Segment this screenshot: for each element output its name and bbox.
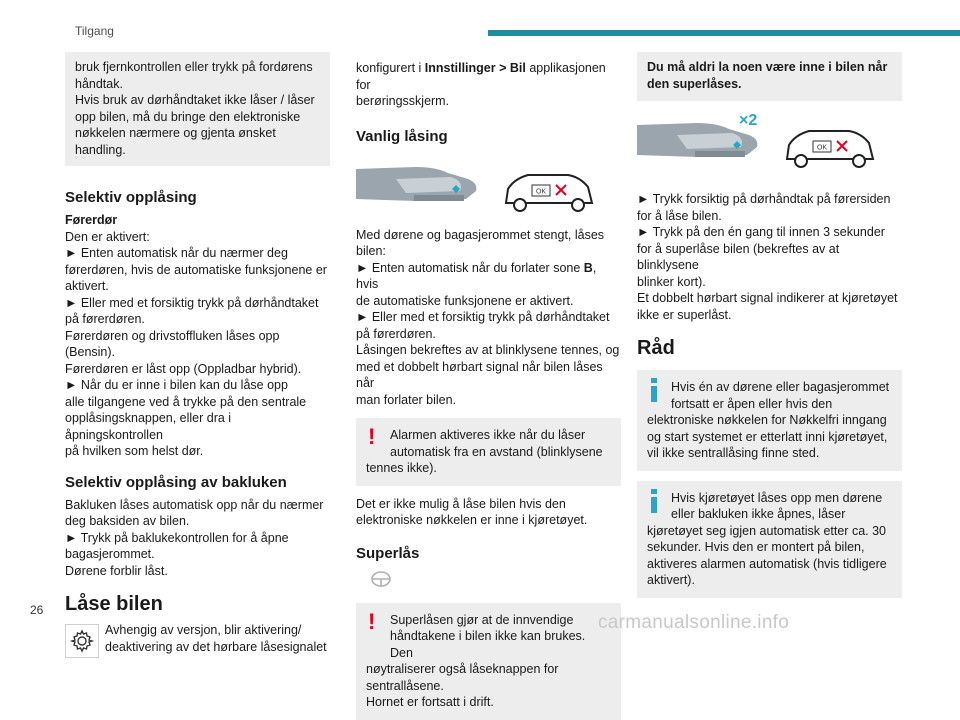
ok-label: OK [816,144,828,152]
text-line: ► Trykk på den én gang til innen 3 sekunder [637,225,885,239]
caution-line: den superlåses. [647,76,742,91]
alarm-warning-box [356,418,621,486]
text-line: med et dobbelt hørbart signal når bilen låses når [356,359,603,390]
text: ► Enten automatisk når du forlater sone [356,260,584,275]
info-line: eller bakluken ikke åpnes, låser [671,507,846,521]
text-line: Et dobbelt hørbart signal indikerer at kjøretøyet [637,291,898,305]
press-twice-label: ×2 [739,112,758,129]
text-line: førerdøren, hvis de automatiske funksjonene er [65,262,327,277]
text-line: Dørene forblir låst. [65,563,168,578]
text: , hvis [356,260,597,291]
info-line: Hvis kjøretøyet låses opp men dørene [671,490,883,505]
text-line: elektroniske nøkkelen er inne i kjøretøyet. [356,513,588,527]
info-line: kjøretøyet seg igjen automatisk etter ca. 30 [647,523,886,538]
heading-normal-lock: Vanlig låsing [356,127,448,145]
text-line: Den er aktivert: [65,229,150,244]
illustration-lock [356,159,621,217]
box-line: bruk fjernkontrollen eller trykk på fordørens [75,60,313,74]
column-1 [65,52,330,655]
caution-line: Du må aldri la noen være inne i bilen når [647,60,888,74]
text-line: ► Eller med et forsiktig trykk på dørhåndtaket [65,295,319,310]
zone-label: B [583,260,593,275]
text-line: Det er ikke mulig å låse bilen hvis den [356,496,566,511]
text-line: ► Når du er inne i bilen kan du låse opp [65,378,288,392]
hand-icon [356,167,476,201]
gear-icon [65,624,99,658]
text-line: bagasjerommet. [65,547,155,561]
advice-info-box-2 [637,481,902,598]
text-line: deg baksiden av bilen. [65,514,190,528]
intro-text: applikasjonen for [356,61,606,92]
header-accent-bar [488,30,960,36]
text-line: på førerdøren. [356,326,436,341]
info-line: aktiveres alarmen automatisk (hvis tidligere [647,556,887,571]
warning-icon: ! [368,608,376,634]
info-icon [649,489,663,517]
text-line: ► Trykk forsiktig på dørhåndtak på førersiden [637,192,891,206]
text-line: ► Enten automatisk når du nærmer deg [65,246,288,260]
text-line: på førerdøren. [65,312,145,326]
text-line: Bakluken låses automatisk opp når du nærmer [65,497,324,512]
text-line: alle tilgangene ved å trykke på den sentrale [65,394,307,409]
heading-advice: Råd [637,337,675,359]
page-number: 26 [30,603,44,617]
subheading-driver-door: Førerdør [65,213,118,227]
text-line: på hvilken som helst dør. [65,444,204,458]
text-line: opplåsingsknappen, eller dra i åpningskontrollen [65,411,232,442]
info-line: Hvis én av dørene eller bagasjerommet [671,380,890,394]
info-line: fortsatt er åpen eller hvis den [671,396,833,411]
heading-tailgate: Selektiv opplåsing av bakluken [65,473,287,491]
ok-label: OK [535,188,547,195]
info-line: og start systemet er etterlatt inni kjøretøyet, [647,429,888,444]
warning-line: Hornet er fortsatt i drift. [366,695,494,709]
box-line: Hvis bruk av dørhåndtaket ikke låser / låser [75,93,315,107]
text-line: blinker kort). [637,274,706,289]
warning-icon: ! [368,424,376,449]
box-line: nøkkelen nærmere og gjenta ønsket handling. [75,126,276,157]
text-line: man forlater bilen. [356,392,457,407]
warning-line: tennes ikke). [366,461,437,475]
text-line: Med dørene og bagasjerommet stengt, låses [356,227,605,242]
text-line: for å superlåse bilen (bekreftes av at blinklysene [637,241,840,272]
info-line: vil ikke sentrallåsing finne sted. [647,446,820,460]
text-line: ► Eller med et forsiktig trykk på dørhåndtaket [356,310,610,324]
intro-line [356,60,621,93]
info-line: sekunder. Hvis den er montert på bilen, [647,540,865,554]
watermark: carmanualsonline.info [598,612,790,633]
info-box-continued [65,52,330,166]
gear-line: deaktivering av det hørbare låsesignalet [105,639,327,654]
gear-note [65,622,330,655]
text-line [356,260,621,293]
text-line: Førerdøren og drivstoffluken låses opp (Bensin). [65,328,280,359]
heading-superlock: Superlås [356,544,420,562]
steering-wheel-icon [370,570,621,593]
warning-line: Alarmen aktiveres ikke når du låser [390,428,586,442]
section-header: Tilgang [75,24,114,38]
text-line: ► Trykk på baklukekontrollen for å åpne [65,530,289,545]
info-line: aktivert). [647,573,695,587]
text-line: Førerdøren er låst opp (Oppladbar hybrid). [65,361,302,376]
warning-line: Superlåsen gjør at de innvendige [390,612,574,627]
info-line: elektroniske nøkkelen for Nøkkelfri inngang [647,413,887,427]
intro-text: konfigurert i [356,61,425,75]
advice-info-box-1 [637,370,902,471]
illustration-superlock [637,111,902,173]
text-line: for å låse bilen. [637,208,722,223]
text-line: Låsingen bekreftes av at blinklysene tennes, og [356,343,620,357]
superlock-warning-box [356,603,621,720]
box-line: håndtak. [75,76,123,91]
text-line: ikke er superlåst. [637,307,732,322]
text-line: aktivert. [65,279,109,293]
heading-lock-car: Låse bilen [65,593,163,615]
box-line: opp bilen, må du bringe den elektroniske [75,109,301,124]
settings-path: Innstillinger > Bil [424,61,526,75]
gear-line: Avhengig av versjon, blir aktivering/ [105,623,302,637]
superlock-caution-box [637,52,902,101]
warning-line: automatisk fra en avstand (blinklysene [390,444,603,459]
car-lock-icon [506,175,592,211]
intro-line: berøringsskjerm. [356,94,450,108]
heading-selective-unlock: Selektiv opplåsing [65,189,197,206]
text-line: bilen: [356,244,386,258]
text-line: de automatiske funksjonene er aktivert. [356,293,574,308]
column-3 [637,52,902,598]
warning-line: nøytraliserer også låseknappen for [366,662,559,676]
warning-line: sentrallåsene. [366,678,444,693]
warning-line: håndtakene i bilen ikke kan brukes. Den [390,629,586,660]
info-icon [649,378,663,406]
column-2 [356,52,621,720]
car-lock-icon [787,131,873,167]
